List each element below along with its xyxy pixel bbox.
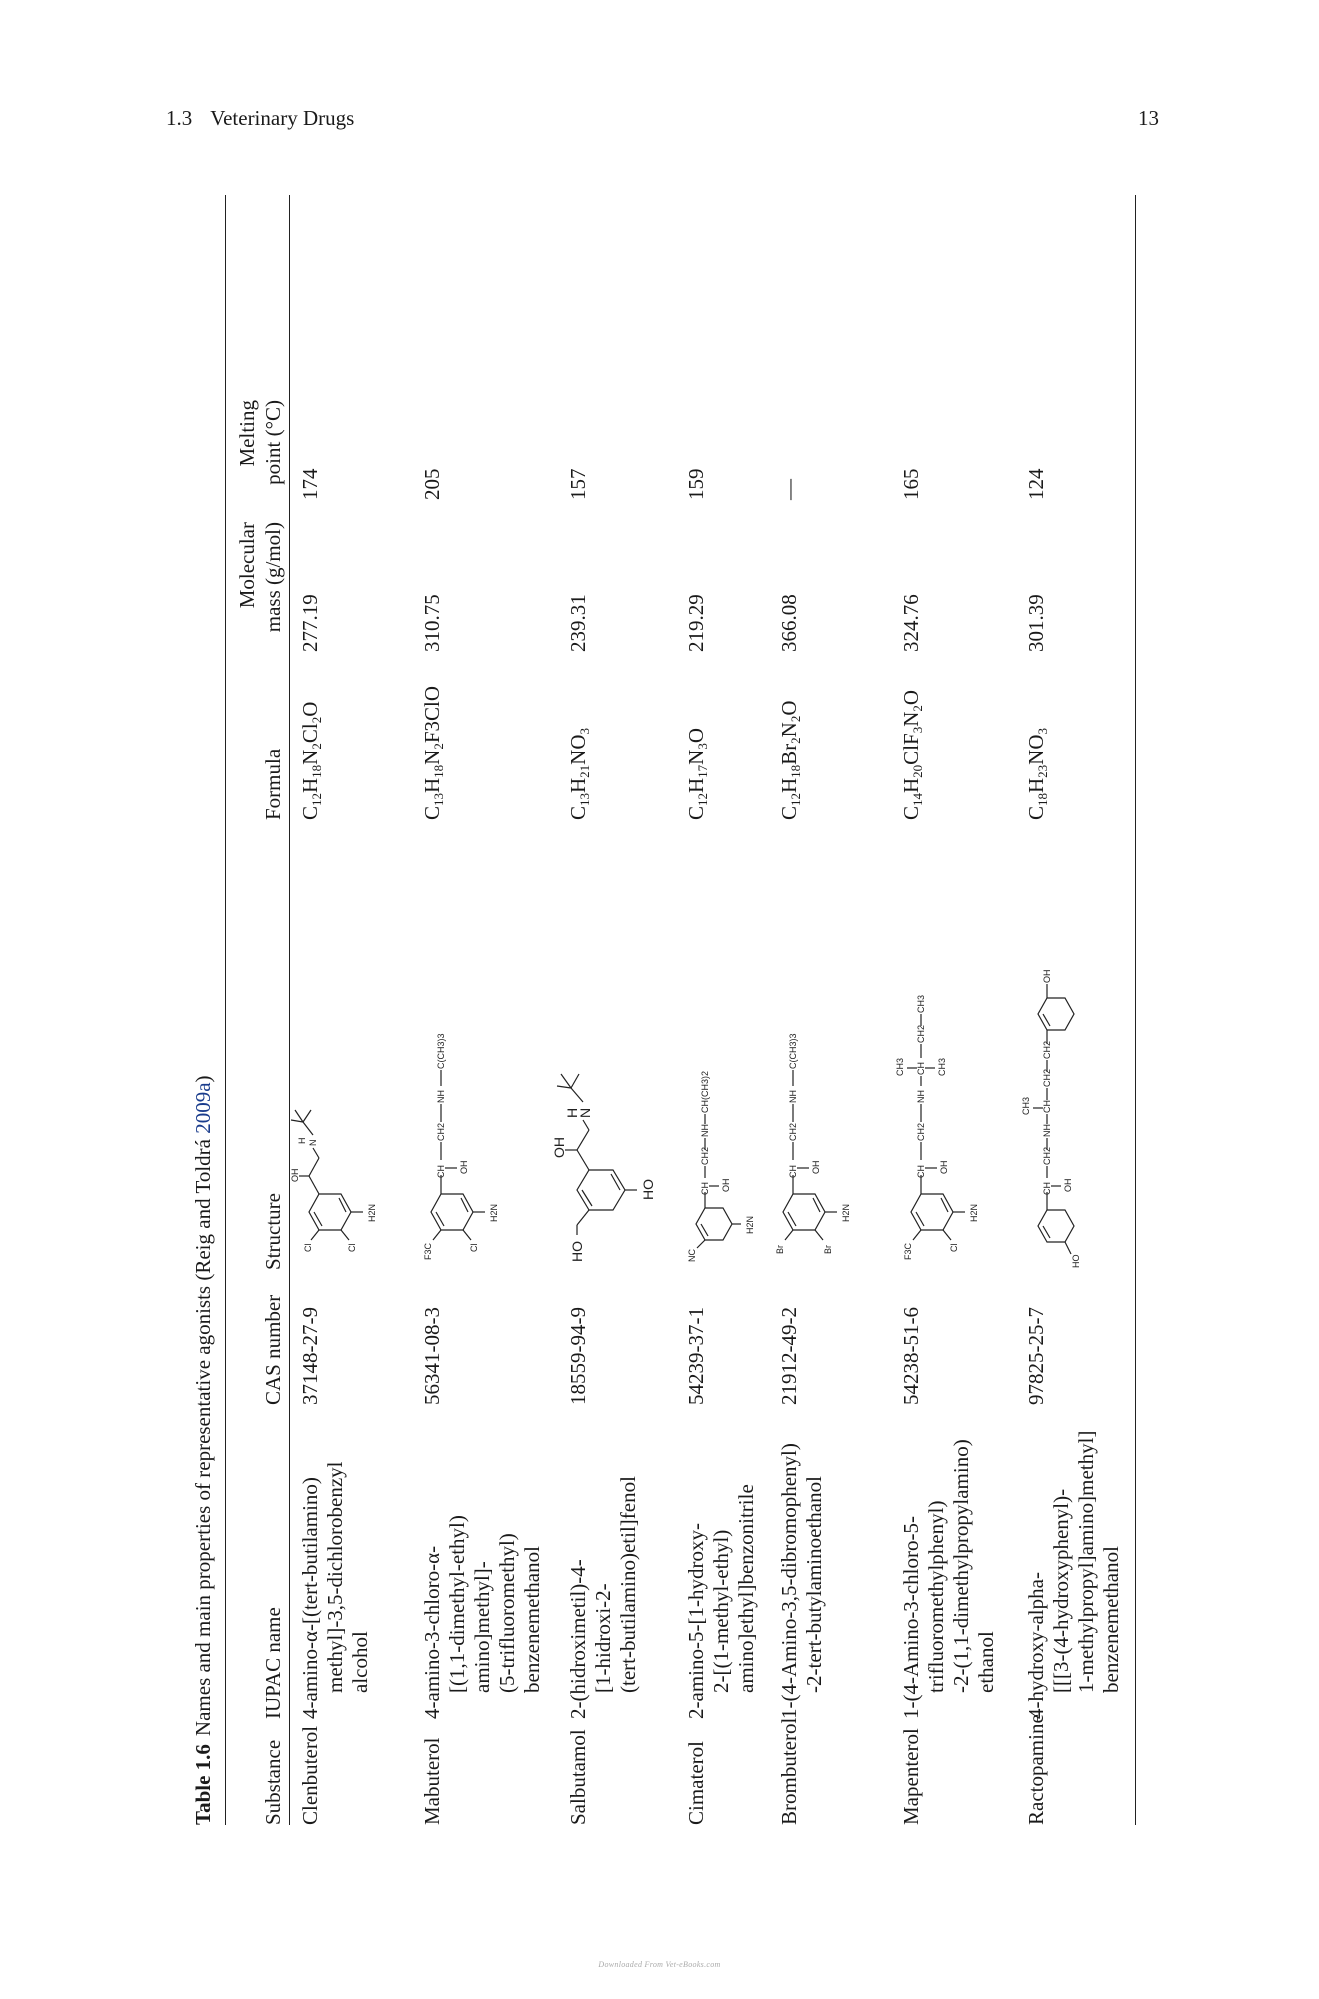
- cas-number: 37148-27-9: [298, 1307, 322, 1405]
- svg-text:NH: NH: [788, 1090, 798, 1103]
- svg-text:OH: OH: [459, 1160, 469, 1174]
- svg-text:NH: NH: [1042, 1124, 1052, 1137]
- citation-link[interactable]: 2009a: [191, 1082, 215, 1134]
- iupac-line: methyl]-3,5-dichlorobenzyl: [323, 1461, 347, 1693]
- svg-text:CH3: CH3: [937, 1057, 947, 1076]
- svg-text:H2N: H2N: [969, 1203, 979, 1222]
- svg-text:Cl: Cl: [949, 1243, 959, 1252]
- svg-text:OH: OH: [1042, 969, 1052, 983]
- iupac-line: alcohol: [348, 1631, 372, 1693]
- cas-number: 54239-37-1: [684, 1307, 708, 1405]
- iupac-line: [(1,1-dimethyl-ethyl): [445, 1515, 469, 1693]
- iupac-name: [566, 1476, 641, 1719]
- iupac-line: -2-(1,1-dimethylpropylamino): [949, 1439, 973, 1693]
- cas-number: 54238-51-6: [899, 1307, 923, 1405]
- svg-text:CH: CH: [1042, 1100, 1052, 1113]
- svg-text:N: N: [308, 1139, 318, 1146]
- melting-point: 159: [684, 468, 708, 500]
- structure-clenbuterol: [291, 1070, 391, 1270]
- svg-text:Cl: Cl: [347, 1243, 357, 1252]
- svg-text:HO: HO: [640, 1179, 656, 1200]
- iupac-line: (tert-butilamino)etil]fenol: [616, 1476, 640, 1693]
- header-mass: [234, 522, 286, 652]
- page-number: 13: [1138, 106, 1159, 130]
- header-mp-line2: point (°C): [261, 400, 285, 485]
- molecular-mass: 277.19: [298, 594, 322, 652]
- svg-text:CH3: CH3: [916, 994, 926, 1013]
- svg-text:CH2: CH2: [916, 1024, 926, 1043]
- molecular-mass: 324.76: [899, 594, 923, 652]
- svg-text:CH2: CH2: [436, 1122, 446, 1141]
- svg-text:OH: OH: [811, 1160, 821, 1174]
- svg-text:C(CH3)3: C(CH3)3: [436, 1033, 446, 1069]
- svg-text:CH2: CH2: [916, 1122, 926, 1141]
- substance-name: Mabuterol: [420, 1737, 444, 1825]
- svg-text:F3C: F3C: [423, 1242, 433, 1260]
- iupac-name: [298, 1461, 373, 1719]
- structure-brombuterol: [761, 950, 871, 1270]
- header-formula: Formula: [261, 748, 285, 820]
- iupac-line: (5-trifluoromethyl): [495, 1533, 519, 1693]
- structure-salbutamol: [551, 1030, 667, 1270]
- svg-text:CH: CH: [788, 1165, 798, 1178]
- iupac-line: 4-amino-α-[(tert-butilamino): [298, 1477, 322, 1719]
- header-mass-line2: mass (g/mol): [261, 522, 285, 633]
- melting-point: 165: [899, 468, 923, 500]
- header-structure: Structure: [261, 1193, 285, 1270]
- iupac-line: [1-hidroxi-2-: [591, 1583, 615, 1693]
- caption-label: Table 1.6: [191, 1744, 215, 1825]
- iupac-line: [[[3-(4-hydroxyphenyl)-: [1049, 1488, 1073, 1693]
- svg-text:Cl: Cl: [469, 1243, 479, 1252]
- svg-text:OH: OH: [721, 1178, 731, 1192]
- substance-name: Brombuterol: [777, 1717, 801, 1825]
- svg-text:CH: CH: [700, 1182, 710, 1195]
- structure-cimaterol: [677, 1010, 767, 1270]
- table-1-6: [183, 195, 1143, 1825]
- svg-text:NH: NH: [436, 1090, 446, 1103]
- section-title: Veterinary Drugs: [210, 106, 355, 130]
- svg-text:CH(CH3)2: CH(CH3)2: [700, 1070, 710, 1113]
- header-mass-line1: Molecular: [235, 522, 259, 609]
- molecular-mass: 310.75: [420, 594, 444, 652]
- iupac-name: [777, 1443, 827, 1719]
- cas-number: 97825-25-7: [1024, 1307, 1048, 1405]
- svg-text:CH2: CH2: [788, 1122, 798, 1141]
- iupac-line: amino]methyl]-: [470, 1561, 494, 1693]
- svg-text:CH2: CH2: [1042, 1068, 1052, 1087]
- svg-text:C(CH3)3: C(CH3)3: [788, 1033, 798, 1069]
- svg-text:OH: OH: [290, 1168, 300, 1182]
- cas-number: 56341-08-3: [420, 1307, 444, 1405]
- svg-text:CH: CH: [1042, 1182, 1052, 1195]
- svg-text:H: H: [297, 1137, 307, 1144]
- table-caption: [191, 1075, 216, 1825]
- top-rule: [225, 195, 226, 1825]
- svg-text:H2N: H2N: [745, 1215, 755, 1234]
- download-watermark: Downloaded From Vet-eBooks.com: [598, 1960, 721, 1969]
- melting-point: —: [777, 479, 801, 500]
- bottom-rule: [1135, 195, 1136, 1825]
- svg-text:CH: CH: [916, 1165, 926, 1178]
- svg-text:CH2: CH2: [700, 1146, 710, 1165]
- svg-text:CH3: CH3: [895, 1057, 905, 1076]
- iupac-line: amino]ethyl]benzonitrile: [734, 1484, 758, 1693]
- molecular-formula: $C_{12}H_{18}N_2Cl_2O$: [298, 701, 324, 820]
- svg-text:H2N: H2N: [367, 1203, 377, 1222]
- molecular-mass: 301.39: [1024, 594, 1048, 652]
- svg-text:N: N: [577, 1107, 593, 1118]
- molecular-formula: $C_{18}H_{23}NO_3$: [1024, 727, 1050, 820]
- header-mp: [234, 400, 286, 500]
- melting-point: 157: [566, 468, 590, 500]
- svg-text:CH: CH: [916, 1062, 926, 1075]
- molecular-mass: 239.31: [566, 594, 590, 652]
- molecular-mass: 219.29: [684, 594, 708, 652]
- iupac-line: ethanol: [974, 1631, 998, 1693]
- molecular-mass: 366.08: [777, 594, 801, 652]
- caption-text: Names and main properties of representative agonists (Reig and Toldrá: [191, 1139, 215, 1737]
- substance-name: Mapenterol: [899, 1728, 923, 1825]
- iupac-line: 4-hydroxy-alpha-: [1024, 1572, 1048, 1719]
- svg-text:H2N: H2N: [841, 1203, 851, 1222]
- svg-text:CH2: CH2: [1042, 1040, 1052, 1059]
- cas-number: 18559-94-9: [566, 1307, 590, 1405]
- header-iupac: IUPAC name: [261, 1607, 285, 1719]
- iupac-line: 2-(hidroximetil)-4-: [566, 1559, 590, 1719]
- substance-name: Cimaterol: [684, 1741, 708, 1825]
- molecular-formula: $C_{14}H_{20}ClF_3N_2O$: [899, 689, 925, 820]
- svg-text:Br: Br: [823, 1245, 833, 1254]
- substance-name: Salbutamol: [566, 1729, 590, 1825]
- svg-text:CH2: CH2: [1042, 1146, 1052, 1165]
- structure-mabuterol: [411, 950, 521, 1270]
- section-number: 1.3: [166, 106, 193, 130]
- svg-text:NC: NC: [687, 1249, 697, 1262]
- running-head: [166, 106, 354, 131]
- iupac-line: 1-(4-Amino-3-chloro-5-: [899, 1516, 923, 1719]
- svg-text:H2N: H2N: [489, 1203, 499, 1222]
- molecular-formula: $C_{13}H_{21}NO_3$: [566, 727, 592, 820]
- header-mp-line1: Melting: [235, 400, 259, 467]
- structure-ractopamine: [1013, 820, 1103, 1270]
- iupac-line: benzenemethanol: [520, 1546, 544, 1693]
- iupac-line: 1-methylpropyl]amino]methyl]: [1074, 1430, 1098, 1693]
- svg-text:NH: NH: [916, 1090, 926, 1103]
- cas-number: 21912-49-2: [777, 1307, 801, 1405]
- iupac-line: 2-[(1-methyl-ethyl): [709, 1529, 733, 1693]
- header-cas: CAS number: [261, 1294, 285, 1405]
- svg-text:NH: NH: [700, 1124, 710, 1137]
- svg-text:HO: HO: [1071, 1254, 1081, 1268]
- iupac-line: 4-amino-3-chloro-α-: [420, 1545, 444, 1719]
- svg-text:OH: OH: [1063, 1178, 1073, 1192]
- melting-point: 124: [1024, 468, 1048, 500]
- molecular-formula: $C_{12}H_{17}N_3O$: [684, 727, 710, 820]
- caption-close: ): [191, 1075, 215, 1083]
- svg-text:CH3: CH3: [1021, 1096, 1031, 1115]
- substance-name: Clenbuterol: [298, 1725, 322, 1825]
- svg-text:H: H: [564, 1107, 580, 1118]
- molecular-formula: $C_{12}H_{18}Br_2N_2O$: [777, 700, 803, 820]
- iupac-line: trifluoromethylphenyl): [924, 1500, 948, 1693]
- substance-name: Ractopamine: [1024, 1714, 1048, 1825]
- iupac-name: [420, 1515, 545, 1719]
- structure-mapenterol: [877, 950, 997, 1270]
- molecular-formula: $C_{13}H_{18}N_2F3ClO$: [420, 685, 446, 820]
- iupac-line: 2-amino-5-[1-hydroxy-: [684, 1523, 708, 1719]
- svg-text:OH: OH: [551, 1137, 567, 1158]
- melting-point: 174: [298, 468, 322, 500]
- iupac-name: [1024, 1431, 1124, 1719]
- iupac-line: benzenemethanol: [1099, 1546, 1123, 1693]
- svg-text:Br: Br: [775, 1245, 785, 1254]
- header-substance: Substance: [261, 1739, 285, 1825]
- iupac-line: -2-tert-butylaminoethanol: [802, 1476, 826, 1693]
- melting-point: 205: [420, 468, 444, 500]
- svg-text:CH: CH: [436, 1165, 446, 1178]
- svg-text:OH: OH: [939, 1160, 949, 1174]
- iupac-name: [899, 1439, 999, 1719]
- svg-text:F3C: F3C: [903, 1242, 913, 1260]
- header-rule: [289, 195, 290, 1825]
- iupac-line: 1-(4-Amino-3,5-dibromophenyl): [777, 1443, 801, 1719]
- svg-text:Cl: Cl: [303, 1243, 313, 1252]
- iupac-name: [684, 1484, 759, 1719]
- svg-text:HO: HO: [569, 1241, 585, 1262]
